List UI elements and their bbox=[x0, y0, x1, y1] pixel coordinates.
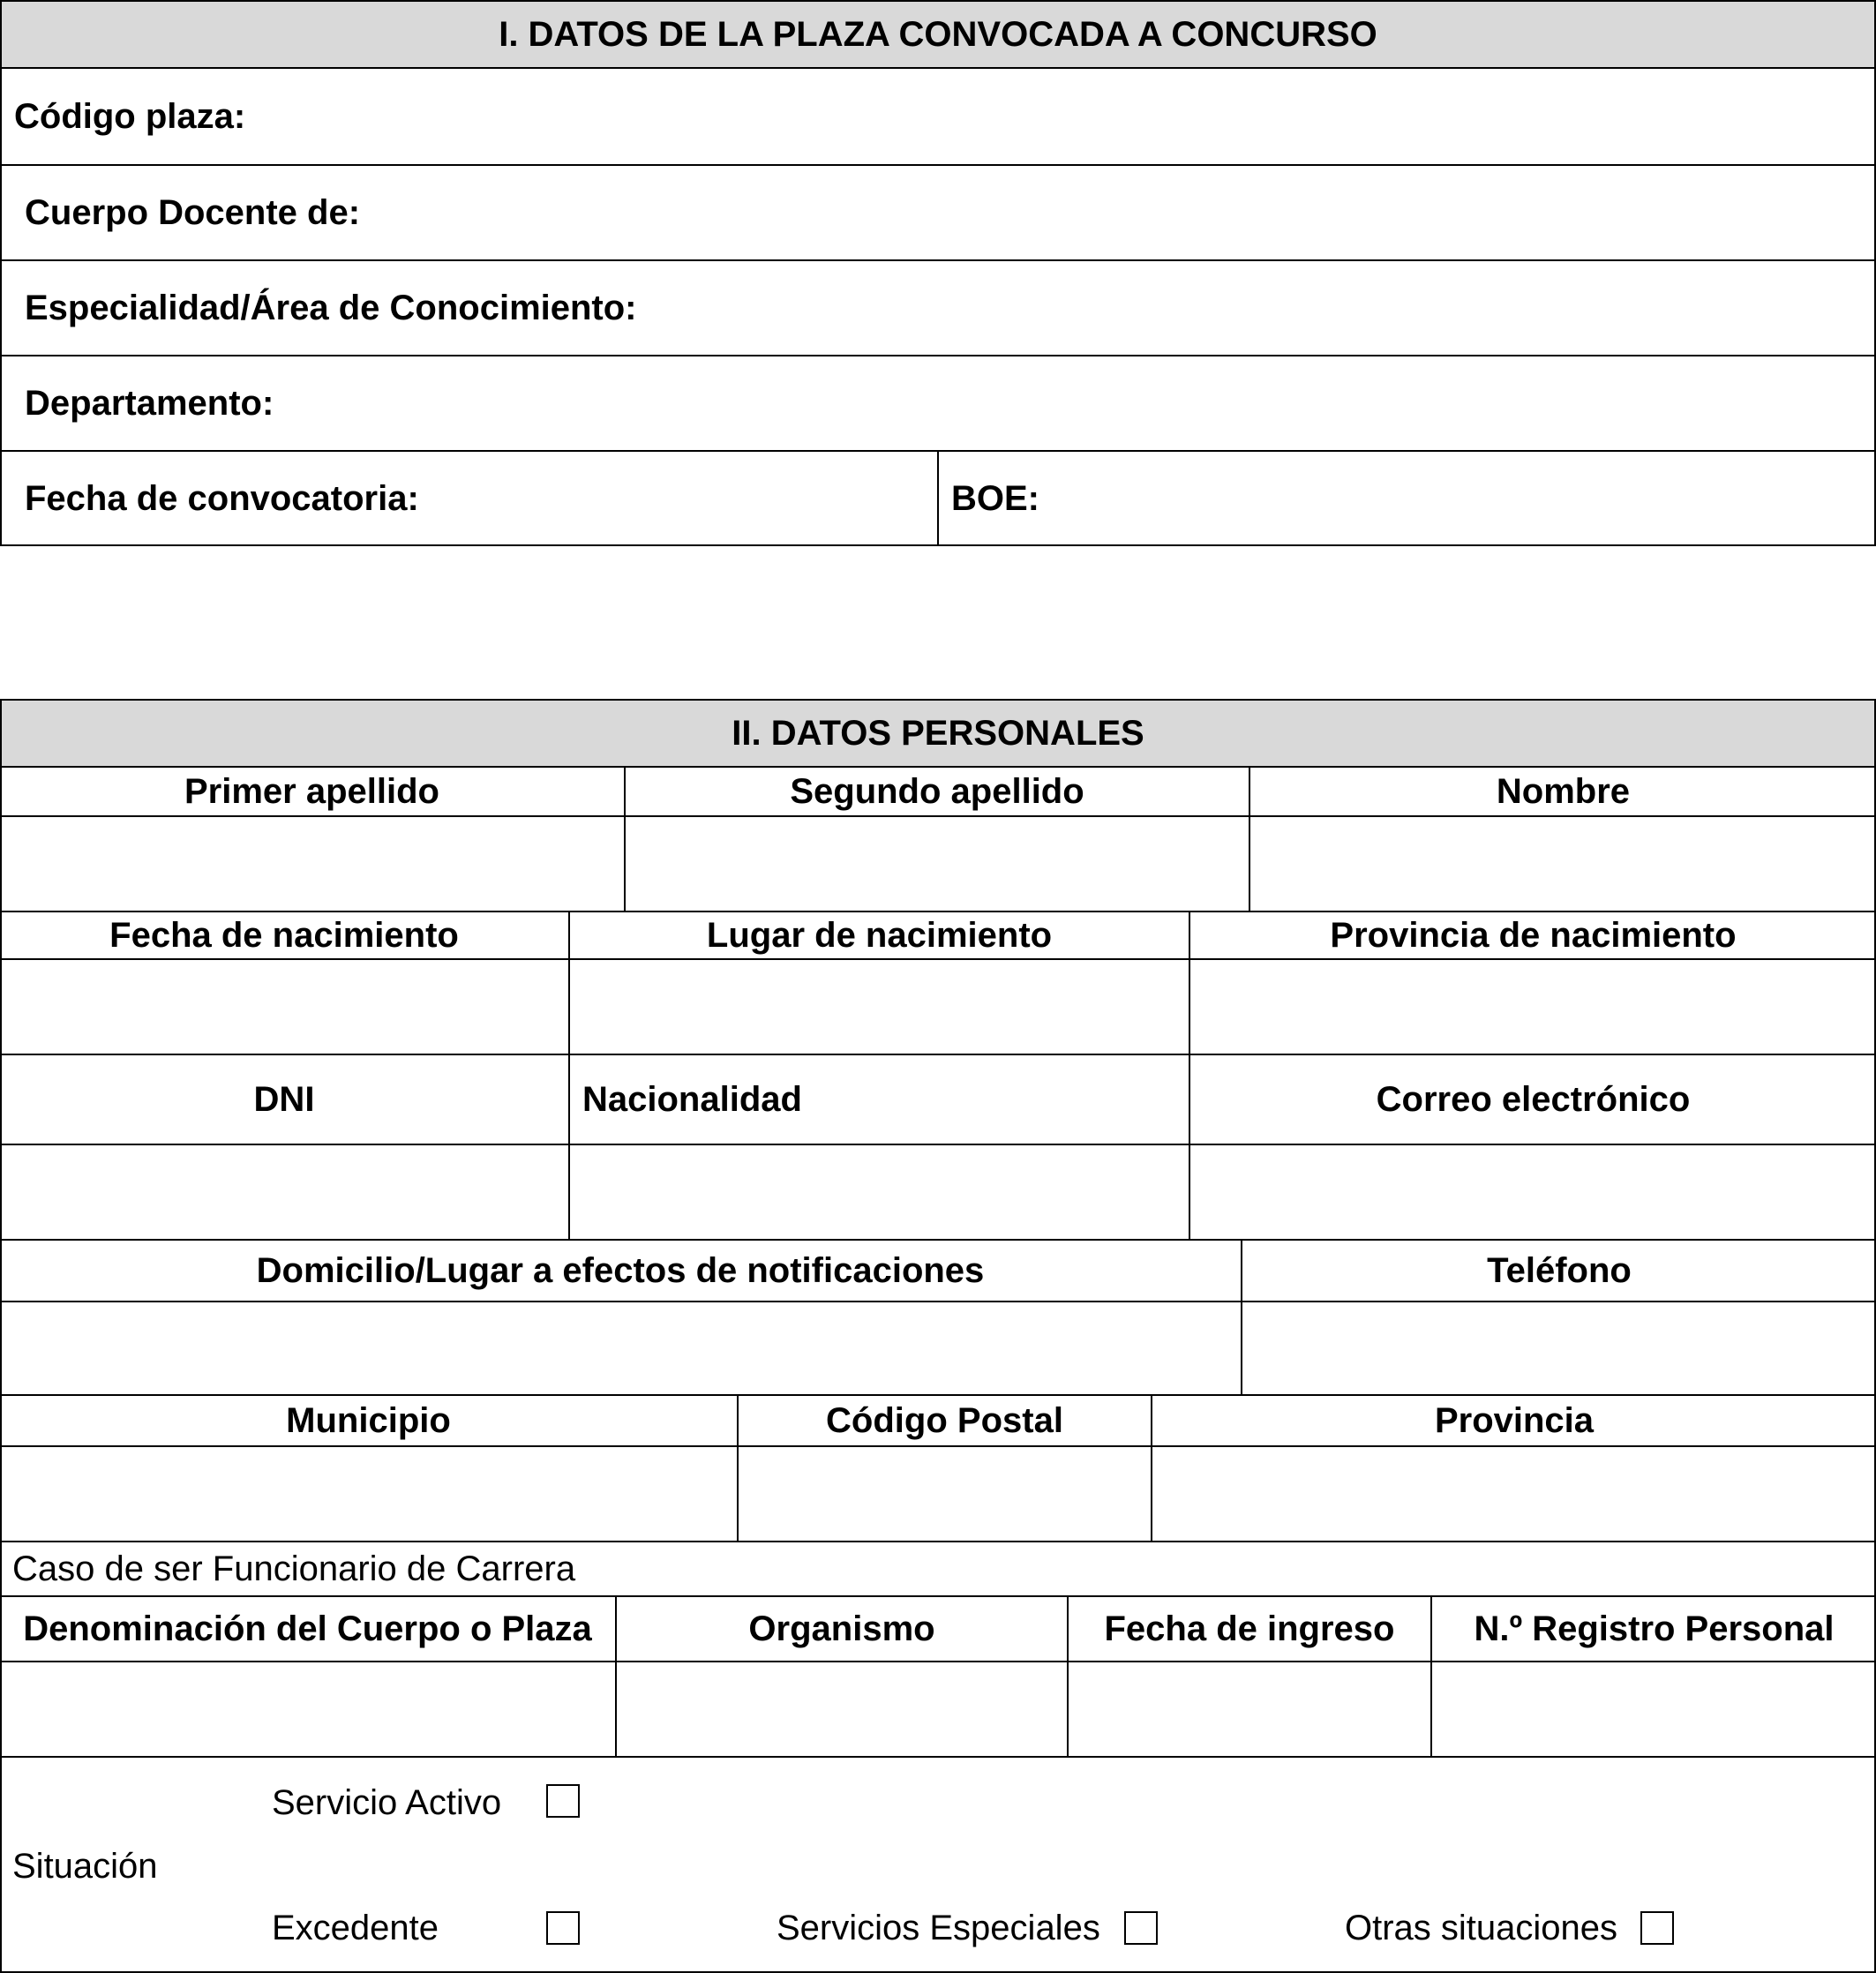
provincia-nacimiento-field[interactable] bbox=[1191, 960, 1874, 1054]
boe-label: BOE: bbox=[951, 478, 1039, 518]
departamento-field[interactable] bbox=[300, 356, 1871, 450]
header-nacionalidad: Nacionalidad bbox=[582, 1079, 802, 1119]
codigo-plaza-label: Código plaza: bbox=[14, 96, 246, 136]
servicios-especiales-label: Servicios Especiales bbox=[777, 1908, 1100, 1947]
servicios-especiales-checkbox[interactable] bbox=[1124, 1911, 1158, 1945]
otras-situaciones-label: Otras situaciones bbox=[1345, 1908, 1618, 1947]
fecha-nacimiento-field[interactable] bbox=[2, 960, 567, 1054]
codigo-plaza-field[interactable] bbox=[265, 69, 1871, 164]
especialidad-label: Especialidad/Área de Conocimiento: bbox=[25, 288, 637, 327]
especialidad-field[interactable] bbox=[671, 261, 1871, 355]
header-municipio: Municipio bbox=[286, 1400, 451, 1440]
servicio-activo-label: Servicio Activo bbox=[272, 1782, 502, 1822]
header-primer-apellido: Primer apellido bbox=[184, 771, 439, 811]
cuerpo-docente-label: Cuerpo Docente de: bbox=[25, 192, 361, 232]
header-correo-electronico: Correo electrónico bbox=[1376, 1079, 1691, 1119]
segundo-apellido-field[interactable] bbox=[627, 817, 1248, 911]
header-provincia: Provincia bbox=[1434, 1400, 1595, 1440]
boe-field[interactable] bbox=[1050, 452, 1871, 545]
codigo-postal-field[interactable] bbox=[739, 1447, 1150, 1541]
header-registro-personal: N.º Registro Personal bbox=[1474, 1609, 1835, 1648]
situacion-label: Situación bbox=[12, 1846, 158, 1886]
domicilio-field[interactable] bbox=[2, 1302, 1240, 1394]
section-personal-title: II. DATOS PERSONALES bbox=[732, 713, 1144, 753]
provincia-field[interactable] bbox=[1153, 1447, 1874, 1541]
header-telefono: Teléfono bbox=[1487, 1250, 1632, 1290]
header-denominacion-cuerpo: Denominación del Cuerpo o Plaza bbox=[23, 1609, 592, 1648]
denominacion-cuerpo-field[interactable] bbox=[2, 1662, 614, 1756]
header-codigo-postal: Código Postal bbox=[826, 1400, 1063, 1440]
registro-personal-field[interactable] bbox=[1433, 1662, 1874, 1756]
header-dni: DNI bbox=[253, 1079, 315, 1119]
excedente-checkbox[interactable] bbox=[546, 1911, 580, 1945]
nombre-field[interactable] bbox=[1251, 817, 1874, 911]
fecha-ingreso-field[interactable] bbox=[1069, 1662, 1430, 1756]
excedente-label: Excedente bbox=[272, 1908, 439, 1947]
departamento-label: Departamento: bbox=[25, 383, 274, 423]
header-domicilio: Domicilio/Lugar a efectos de notificaciones bbox=[256, 1250, 985, 1290]
nacionalidad-field[interactable] bbox=[571, 1145, 1188, 1239]
header-lugar-nacimiento: Lugar de nacimiento bbox=[706, 915, 1053, 955]
header-nombre: Nombre bbox=[1496, 771, 1631, 811]
lugar-nacimiento-field[interactable] bbox=[571, 960, 1188, 1054]
header-fecha-nacimiento: Fecha de nacimiento bbox=[109, 915, 459, 955]
correo-electronico-field[interactable] bbox=[1191, 1145, 1874, 1239]
servicio-activo-checkbox[interactable] bbox=[546, 1784, 580, 1818]
fecha-convocatoria-field[interactable] bbox=[441, 452, 927, 545]
organismo-field[interactable] bbox=[618, 1662, 1066, 1756]
header-fecha-ingreso: Fecha de ingreso bbox=[1104, 1609, 1395, 1648]
primer-apellido-field[interactable] bbox=[2, 817, 623, 911]
header-provincia-nacimiento: Provincia de nacimiento bbox=[1330, 915, 1737, 955]
fecha-convocatoria-label: Fecha de convocatoria: bbox=[25, 478, 419, 518]
funcionario-caption: Caso de ser Funcionario de Carrera bbox=[12, 1549, 576, 1588]
dni-field[interactable] bbox=[2, 1145, 567, 1239]
otras-situaciones-checkbox[interactable] bbox=[1640, 1911, 1674, 1945]
cuerpo-docente-field[interactable] bbox=[388, 166, 1871, 259]
header-segundo-apellido: Segundo apellido bbox=[790, 771, 1084, 811]
municipio-field[interactable] bbox=[2, 1447, 736, 1541]
telefono-field[interactable] bbox=[1243, 1302, 1874, 1394]
section-plaza-title: I. DATOS DE LA PLAZA CONVOCADA A CONCURSO bbox=[499, 14, 1377, 54]
header-organismo: Organismo bbox=[748, 1609, 935, 1648]
